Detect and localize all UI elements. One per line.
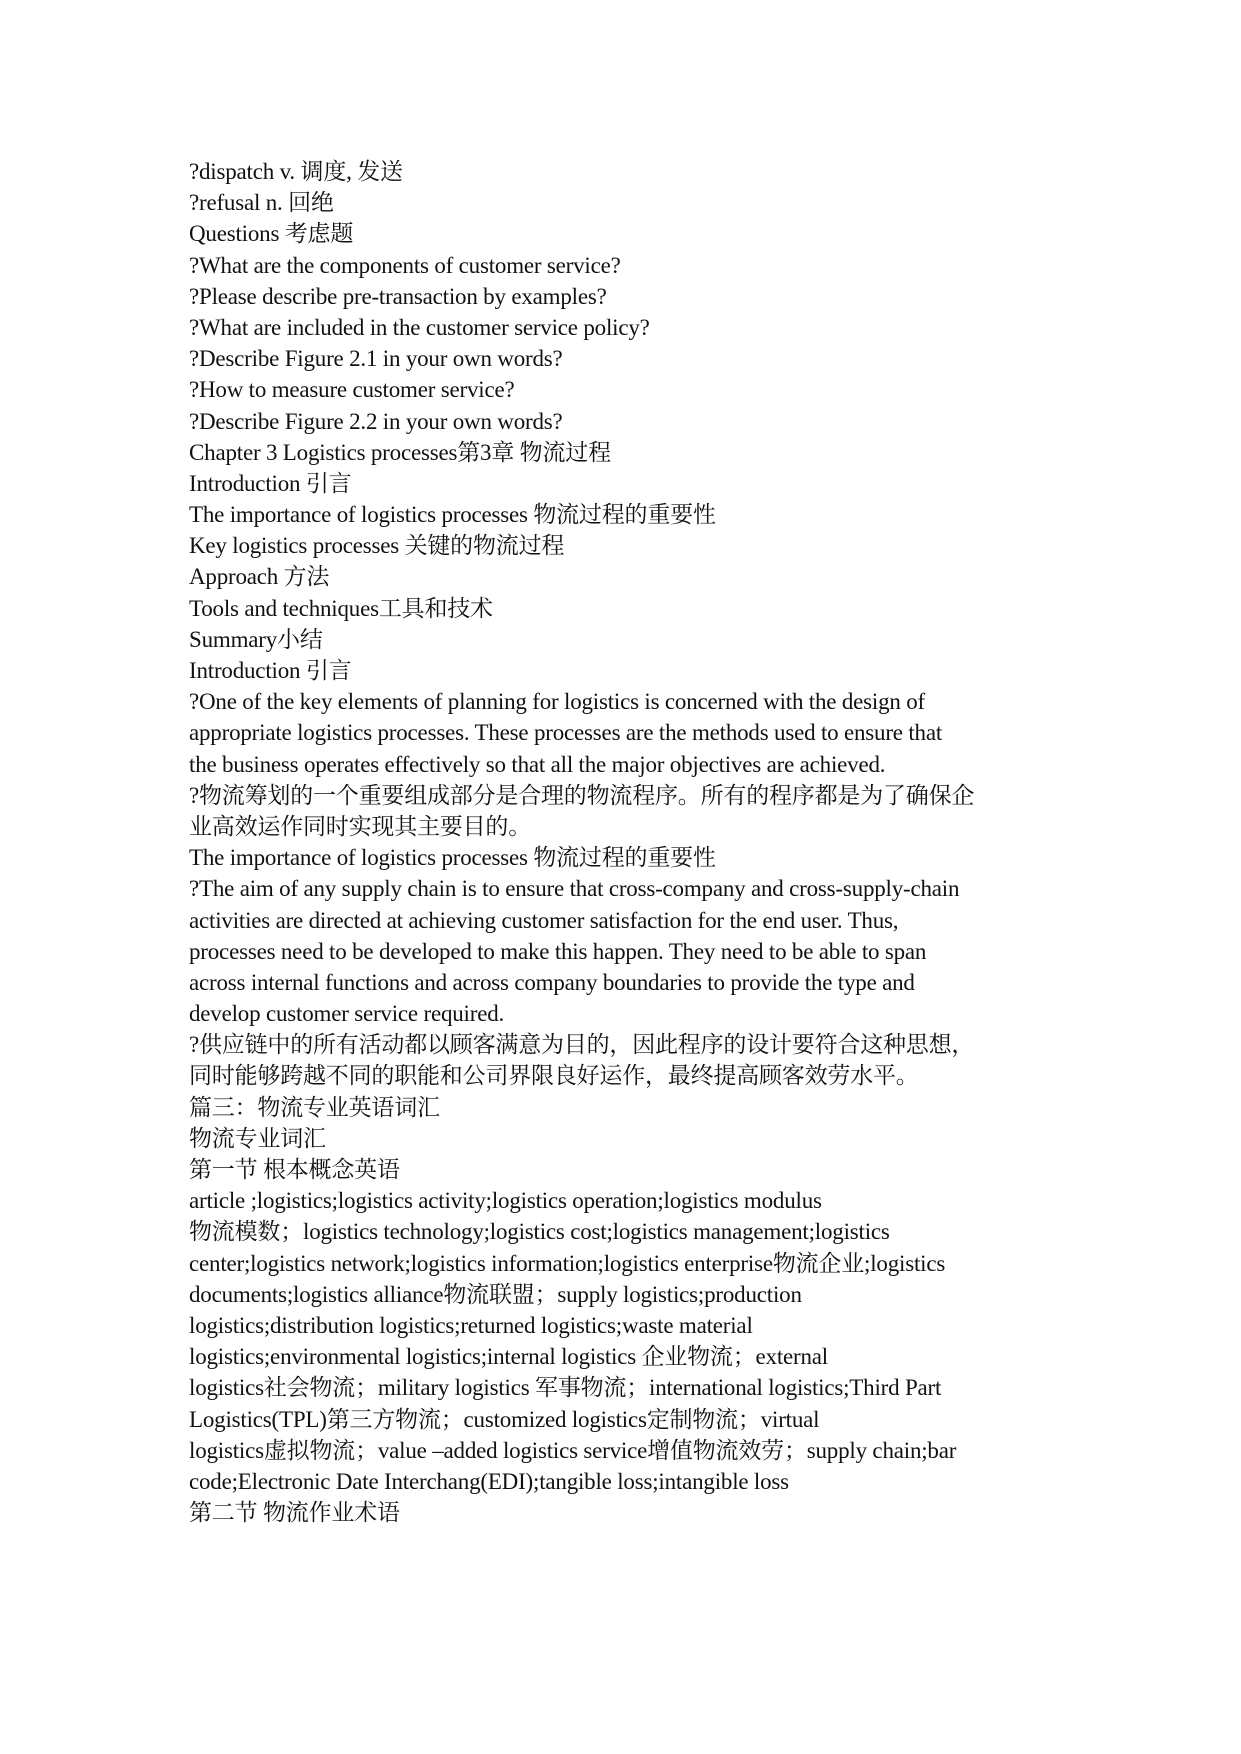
text-line: article ;logistics;logistics activity;logistics operation;logistics modulus: [189, 1188, 822, 1214]
text-line: appropriate logistics processes. These processes are the methods used to ensure that: [189, 720, 943, 746]
text-line: develop customer service required.: [189, 1001, 505, 1027]
text-line: 第二节 物流作业术语: [189, 1500, 400, 1526]
text-line: activities are directed at achieving customer satisfaction for the end user. Thus,: [189, 907, 899, 933]
text-line: ?How to measure customer service?: [189, 377, 515, 403]
text-line: Approach 方法: [189, 564, 330, 590]
text-line: Key logistics processes 关键的物流过程: [189, 533, 565, 559]
text-line: ?供应链中的所有活动都以顾客满意为目的，因此程序的设计要符合这种思想，: [189, 1032, 975, 1058]
text-line: ?What are included in the customer service policy?: [189, 314, 650, 340]
text-line: 篇三：物流专业英语词汇: [189, 1094, 440, 1120]
text-line: 第一节 根本概念英语: [189, 1157, 400, 1182]
text-line: 物流模数；logistics technology;logistics cost;logistics management;logistics: [189, 1219, 890, 1245]
text-line: the business operates effectively so that all the major objectives are achieved.: [189, 751, 886, 777]
text-line: Tools and techniques工具和技术: [189, 595, 493, 621]
text-line: ?物流筹划的一个重要组成部分是合理的物流程序。所有的程序都是为了确保企: [189, 782, 975, 808]
text-line: The importance of logistics processes 物流过程的重要性: [189, 502, 716, 528]
text-line: ?What are the components of customer service?: [189, 252, 621, 278]
document-page: [189, 156, 1241, 1528]
text-line: 业高效运作同时实现其主要目的。: [189, 813, 532, 839]
text-line: center;logistics network;logistics information;logistics enterprise物流企业;logistics: [189, 1250, 946, 1276]
text-line: Logistics(TPL)第三方物流；customized logistics定制物流；virtual: [189, 1406, 820, 1432]
text-line: documents;logistics alliance物流联盟；supply logistics;production: [189, 1281, 802, 1307]
text-line: The importance of logistics processes 物流过程的重要性: [189, 845, 716, 871]
text-line: 同时能够跨越不同的职能和公司界限良好运作，最终提高顾客效劳水平。: [189, 1063, 919, 1089]
text-line: ?One of the key elements of planning for logistics is concerned with the design of: [189, 689, 926, 715]
text-line: ?Describe Figure 2.1 in your own words?: [189, 346, 563, 372]
text-line: 物流专业词汇: [189, 1125, 326, 1151]
text-line: ?The aim of any supply chain is to ensure that cross-company and cross-supply-chain: [189, 876, 960, 902]
text-line: Summary小结: [189, 626, 323, 652]
text-line: ?Describe Figure 2.2 in your own words?: [189, 408, 563, 434]
text-line: processes need to be developed to make this happen. They need to be able to span: [189, 938, 927, 964]
text-line: ?refusal n. 回绝: [189, 190, 334, 216]
text-line: logistics社会物流；military logistics 军事物流；international logistics;Third Part: [189, 1375, 942, 1401]
text-line: logistics;distribution logistics;returned logistics;waste material: [189, 1312, 753, 1338]
text-line: logistics;environmental logistics;internal logistics 企业物流；external: [189, 1344, 828, 1370]
text-line: code;Electronic Date Interchang(EDI);tangible loss;intangible loss: [189, 1468, 789, 1494]
text-line: ?Please describe pre-transaction by examples?: [189, 283, 607, 309]
text-line: Chapter 3 Logistics processes第3章 物流过程: [189, 439, 611, 465]
text-line: across internal functions and across company boundaries to provide the type and: [189, 969, 915, 995]
text-line: Questions 考虑题: [189, 221, 354, 247]
text-line: logistics虚拟物流；value –added logistics service增值物流效劳；supply chain;bar: [189, 1437, 957, 1463]
text-line: ?dispatch v. 调度, 发送: [189, 159, 403, 184]
text-line: Introduction 引言: [189, 470, 352, 496]
text-line: Introduction 引言: [189, 658, 352, 683]
